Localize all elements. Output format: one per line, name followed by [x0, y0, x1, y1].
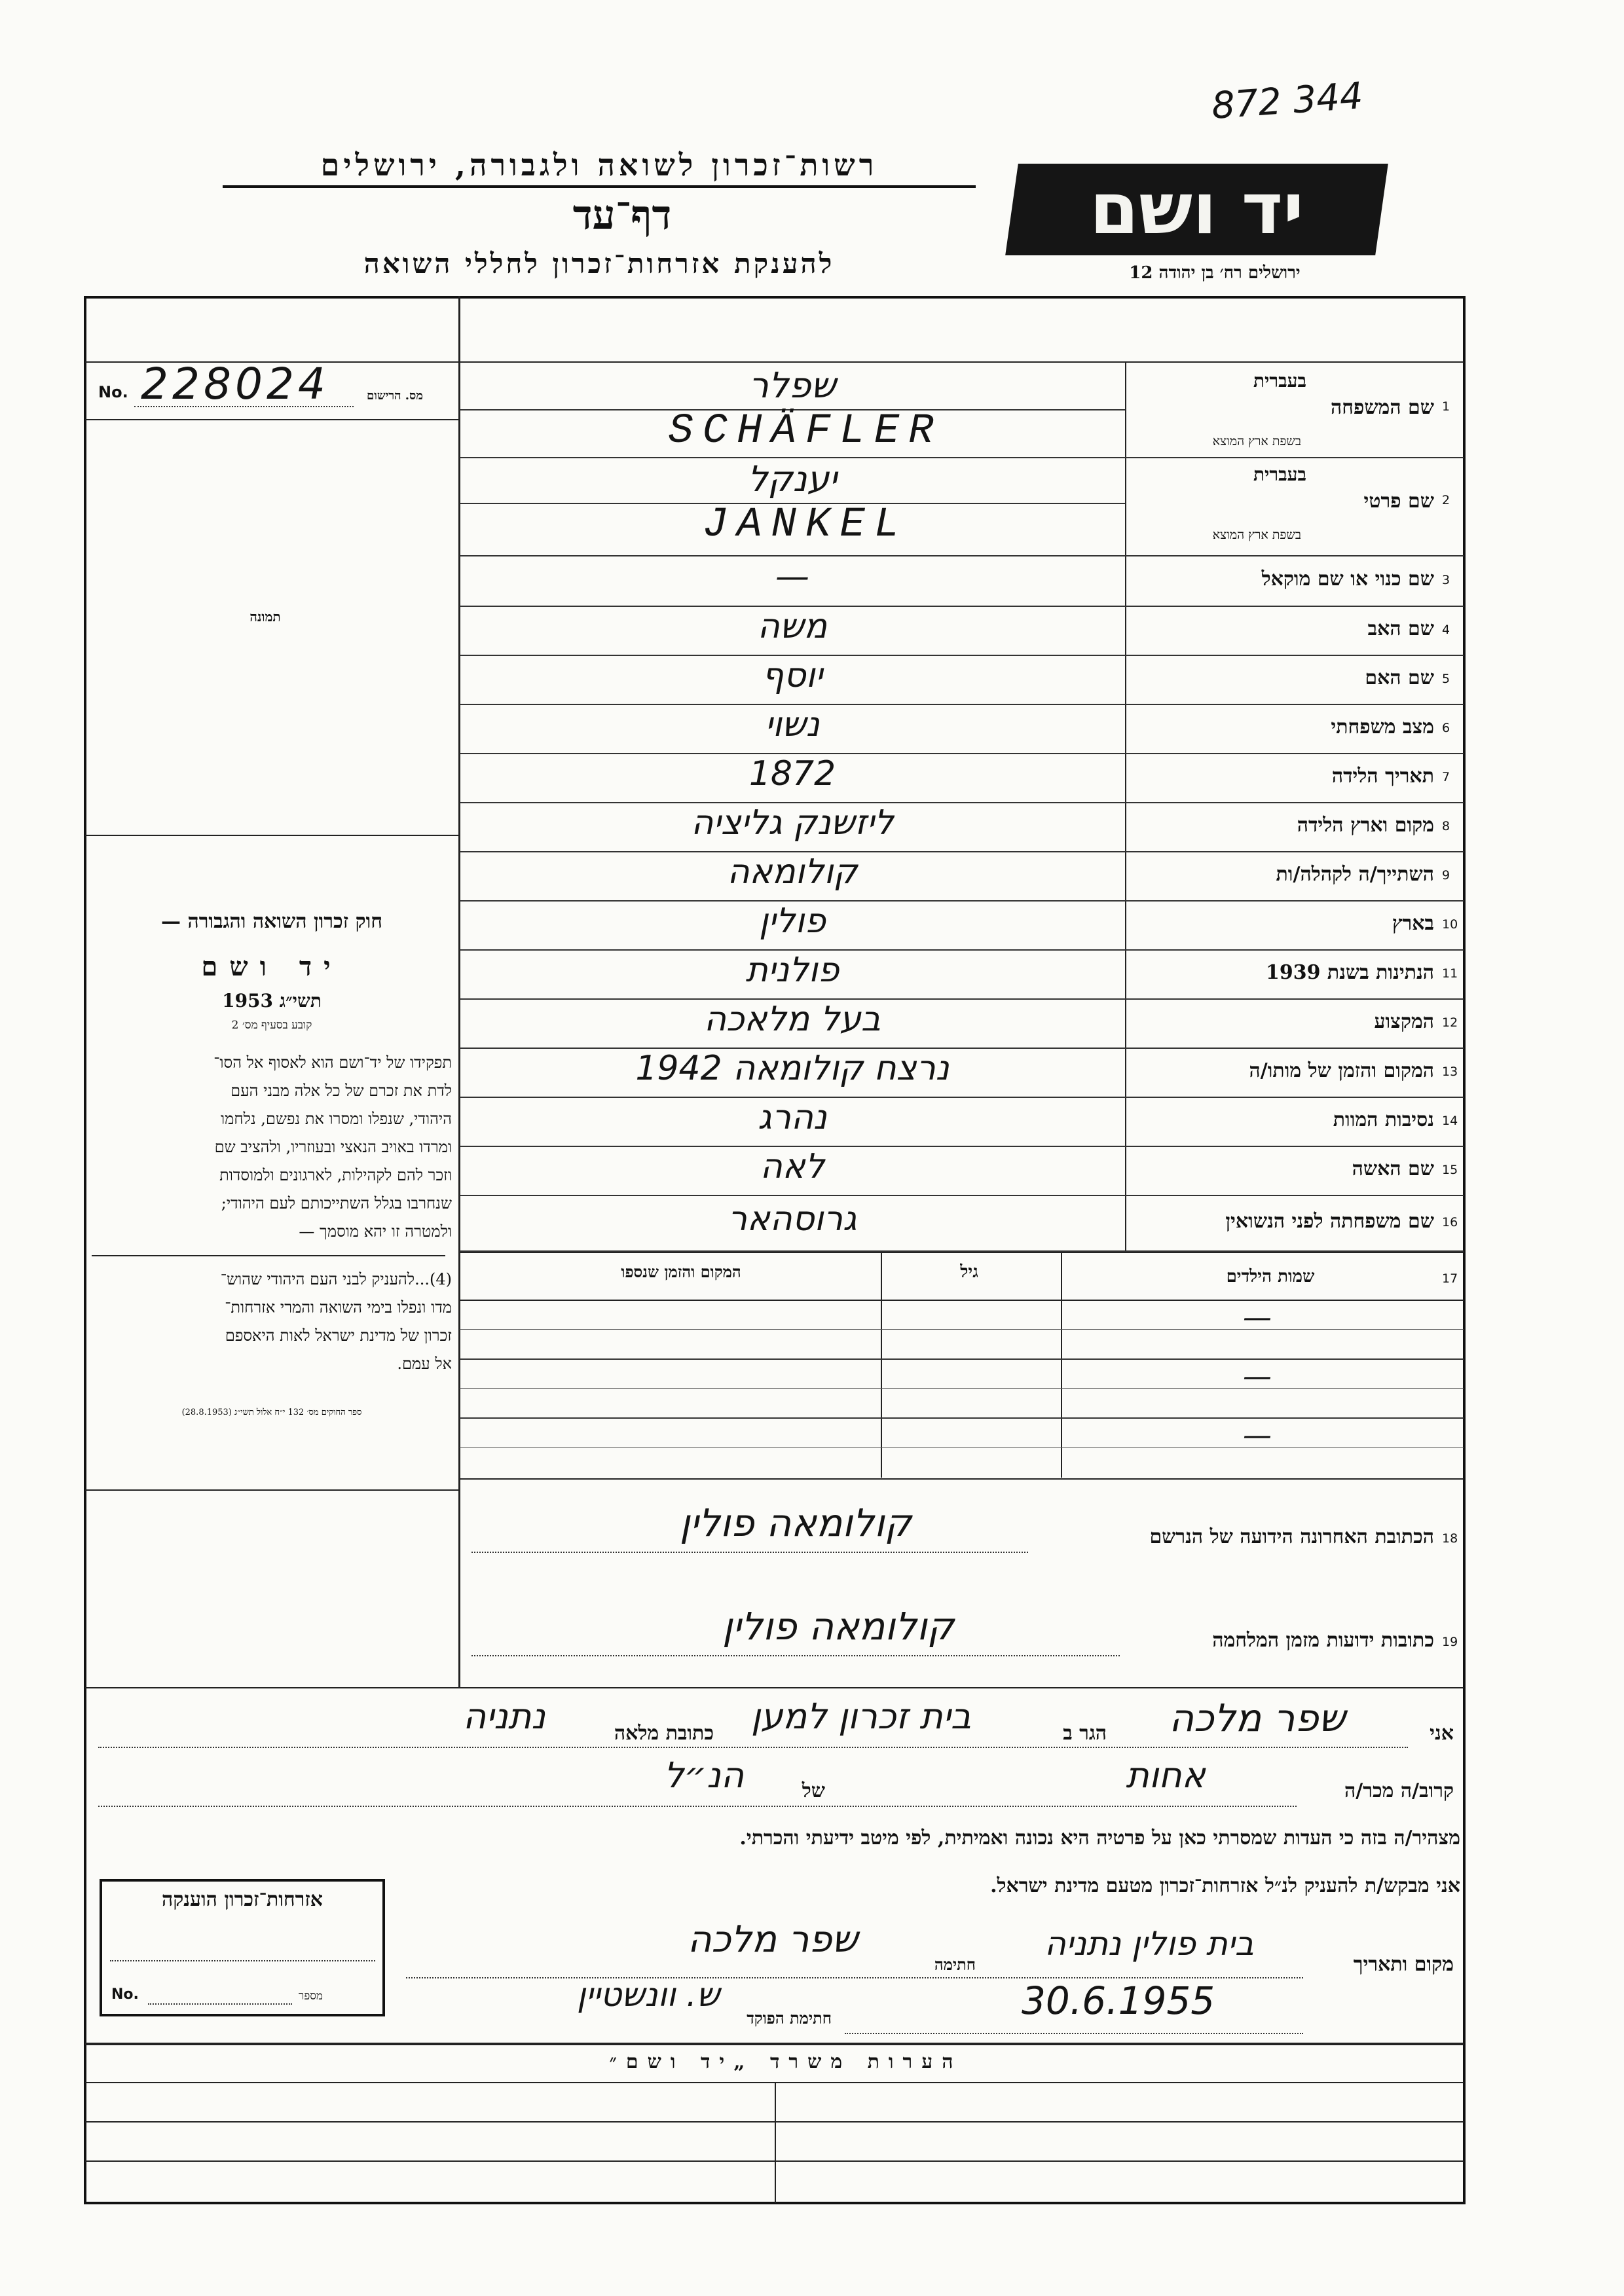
law-subclause-line: זכרון של מדינת ישראל לאות היאספם — [225, 1326, 452, 1345]
grant-box — [100, 1879, 385, 2016]
decl-i-label: אני — [1430, 1722, 1454, 1745]
field-value: 1872 — [748, 754, 836, 793]
law-clause-line: תפקידו של יד־ושם הוא לאסוף אל הסו־ — [213, 1053, 452, 1072]
field-number: 7 — [1442, 769, 1450, 784]
address-label: כתובות ידועות מזמן המלחמה — [1212, 1629, 1434, 1652]
decl-witness-name: שפר מלכה — [1169, 1696, 1346, 1740]
field-value-latin: JANKEL — [702, 501, 909, 549]
children-place-header: המקום והזמן שנספו — [621, 1262, 741, 1281]
law-year: תשי״ג 1953 — [222, 990, 322, 1011]
field-value: נשוי — [765, 704, 820, 744]
field-value: פולנית — [745, 950, 840, 990]
law-name: יד ושם — [201, 951, 342, 982]
decl-date-value: 30.6.1955 — [1022, 1978, 1215, 2023]
field-number: 10 — [1442, 917, 1458, 932]
field-label: שם כנוי או שם מוקאל — [1261, 567, 1434, 591]
field-value: נהרג — [758, 1097, 827, 1137]
lang-label-hebrew: בעברית — [1253, 370, 1306, 392]
field-value-hebrew: שפלר — [748, 365, 836, 406]
field-number: 9 — [1442, 867, 1450, 883]
decl-line2: אני מבקש/ת להעניק לנ״ל אזרחות־זכרון מטעם מדינת ישראל. — [990, 1874, 1460, 1897]
field-number: 13 — [1442, 1064, 1458, 1079]
field-value-hebrew: יענקל — [747, 458, 838, 500]
photo-label: תמונה — [249, 609, 281, 625]
field-label: שם האשה — [1352, 1157, 1434, 1180]
decl-resident-label: הגר ב — [1063, 1722, 1107, 1745]
office-notes-title: הערות משרד „יד ושם״ — [609, 2050, 963, 2073]
lang-label-hebrew: בעברית — [1253, 464, 1306, 485]
children-num: 17 — [1442, 1271, 1458, 1286]
grant-number-label: מספר — [299, 1990, 323, 2003]
field-label: המקצוע — [1374, 1010, 1434, 1033]
field-label: שם משפחתה לפני הנשואין — [1225, 1209, 1434, 1233]
authority-title: רשות־זכרון לשואה ולגבורה, ירושלים — [223, 147, 976, 188]
field-value: — — [775, 556, 809, 596]
field-label: בארץ — [1392, 911, 1434, 935]
field-value: יוסף — [762, 655, 823, 695]
decl-officer-value: ש. וונשטיין — [576, 1976, 720, 2014]
decl-place-value: בית פולין נתניה — [1044, 1925, 1254, 1963]
law-clause-line: ומרדו באויב הנאצי ובעוזריו, ולהציב שם — [214, 1138, 452, 1156]
field-label: שם פרטי — [1363, 490, 1434, 513]
decl-of-label: של — [802, 1779, 825, 1802]
field-value: בעל מלאכה — [704, 999, 881, 1039]
field-value: משה — [757, 606, 828, 646]
field-value-latin: SCHÄFLER — [668, 408, 943, 455]
field-number: 16 — [1442, 1214, 1458, 1230]
form-title: דף־עד — [572, 191, 672, 239]
address-value: קולומאה פולין — [722, 1604, 954, 1649]
field-label: שם האב — [1367, 617, 1434, 640]
address-number: 19 — [1442, 1635, 1458, 1649]
decl-witness-address: בית זכרון למען — [750, 1696, 972, 1737]
field-number: 1 — [1442, 399, 1450, 414]
decl-officer-label: חתימת הפוקד — [747, 2009, 832, 2028]
field-value: לאה — [760, 1146, 825, 1186]
law-clause-line: לדת את זכרם של כל אלה מבני העם — [231, 1082, 452, 1100]
decl-signature-value: שפר מלכה — [687, 1918, 858, 1961]
field-label: נסיבות המוות — [1333, 1108, 1434, 1131]
decl-of-value: הנ״ל — [663, 1755, 745, 1796]
field-label: מקום וארץ הלידה — [1297, 813, 1434, 837]
law-clause — [92, 1049, 452, 1246]
decl-signature-label: חתימה — [934, 1955, 976, 1974]
field-number: 4 — [1442, 622, 1450, 637]
field-number: 15 — [1442, 1162, 1458, 1177]
children-cell-name: — — [1243, 1360, 1272, 1393]
registration-number: 228024 — [141, 359, 329, 409]
field-number: 5 — [1442, 671, 1450, 686]
address-number: 18 — [1442, 1531, 1458, 1546]
registration-no-label: No. — [98, 383, 128, 401]
field-number: 8 — [1442, 818, 1450, 833]
address-value: קולומאה פולין — [680, 1501, 912, 1545]
field-number: 14 — [1442, 1113, 1458, 1128]
field-label: הנתינות בשנת 1939 — [1265, 960, 1434, 984]
law-clause-line: שנחרבו בגלל השתייכותם לעם היהודי; — [221, 1194, 452, 1212]
decl-relation-label: קרוב/ה מכר/ה — [1344, 1779, 1454, 1802]
registration-he-label: מס. הרישום — [367, 389, 423, 403]
field-value: ליזשנק גליציה — [691, 803, 894, 843]
law-clause-line: היהודי, שנפלו ומסרו את נפשם, נלחמו — [221, 1110, 452, 1128]
decl-line1: מצהיר/ה בזה כי העדות שמסרתי כאן על פרטיה היא נכונה ואמיתית, לפי מיטב ידיעתי והכרתי. — [739, 1827, 1460, 1850]
children-cell-name: — — [1243, 1419, 1272, 1452]
field-value: קולומאה — [727, 852, 858, 892]
field-label: תאריך הלידה — [1331, 764, 1434, 788]
decl-place-date-label: מקום ותאריך — [1353, 1953, 1454, 1976]
children-cell-name: — — [1243, 1301, 1272, 1334]
law-subclause — [92, 1266, 452, 1378]
logo-address: ירושלים רח׳ בן יהודה 12 — [1129, 263, 1301, 283]
yad-vashem-logo — [1005, 164, 1388, 255]
children-age-header: גיל — [960, 1262, 978, 1282]
field-number: 6 — [1442, 720, 1450, 735]
law-subclause-line: (4)...להעניק לבני העם היהודי שהוש־ — [220, 1270, 452, 1288]
children-names-header: שמות הילדים — [1226, 1267, 1315, 1286]
archive-number: 872 344 — [1210, 75, 1365, 128]
law-clause-ref: קובע בסעיף מס׳ 2 — [231, 1019, 312, 1032]
law-clause-line: וזכר להם לקהילות, לארגונים ולמוסדות — [219, 1166, 452, 1184]
field-label: שם האם — [1365, 666, 1434, 689]
address-label: הכתובת האחרונה הידועה של הנרשם — [1149, 1525, 1434, 1548]
law-subclause-line: מדו ונפלו בימי השואה והמרי אזרחות־ — [225, 1298, 452, 1317]
field-label: מצב משפחתי — [1331, 715, 1434, 738]
law-box — [92, 910, 452, 1417]
grant-no-label: No. — [111, 1986, 139, 2003]
law-clause-line: ולמטרה זו יהא מוסמך — — [299, 1222, 452, 1241]
grant-title: אזרחות־זכרון הוענקה — [161, 1888, 323, 1911]
field-value: פולין — [759, 901, 826, 941]
field-label: שם המשפחה — [1330, 396, 1434, 419]
field-value: גרוסהאר — [728, 1199, 857, 1239]
field-value: נרצח קולומאה 1942 — [635, 1048, 950, 1088]
field-number: 2 — [1442, 493, 1450, 507]
field-number: 3 — [1442, 572, 1450, 587]
field-label: השתייך/ה לקהלה/ות — [1276, 862, 1434, 886]
form-subtitle: להענקת אזרחות־זכרון לחללי השואה — [363, 247, 835, 280]
law-subclause-line: אל עמם. — [397, 1355, 452, 1373]
field-number: 11 — [1442, 966, 1458, 981]
field-label: המקום והזמן של מותו/ה — [1249, 1059, 1434, 1082]
logo-text: יד ושם — [1089, 168, 1304, 250]
law-title: חוק זכרון השואה והגבורה — — [161, 910, 382, 933]
decl-address-label: כתובת מלאה — [614, 1722, 714, 1745]
lang-label-origin: בשפת ארץ המוצא — [1212, 528, 1301, 542]
decl-relation-value: אחות — [1126, 1755, 1206, 1796]
lang-label-origin: בשפת ארץ המוצא — [1212, 434, 1301, 448]
decl-witness-city: נתניה — [462, 1696, 546, 1737]
law-footnote: ספר החוקים מס׳ 132 י״ח אלול תשי״ג (28.8.1953) — [181, 1408, 362, 1417]
field-number: 12 — [1442, 1015, 1458, 1030]
